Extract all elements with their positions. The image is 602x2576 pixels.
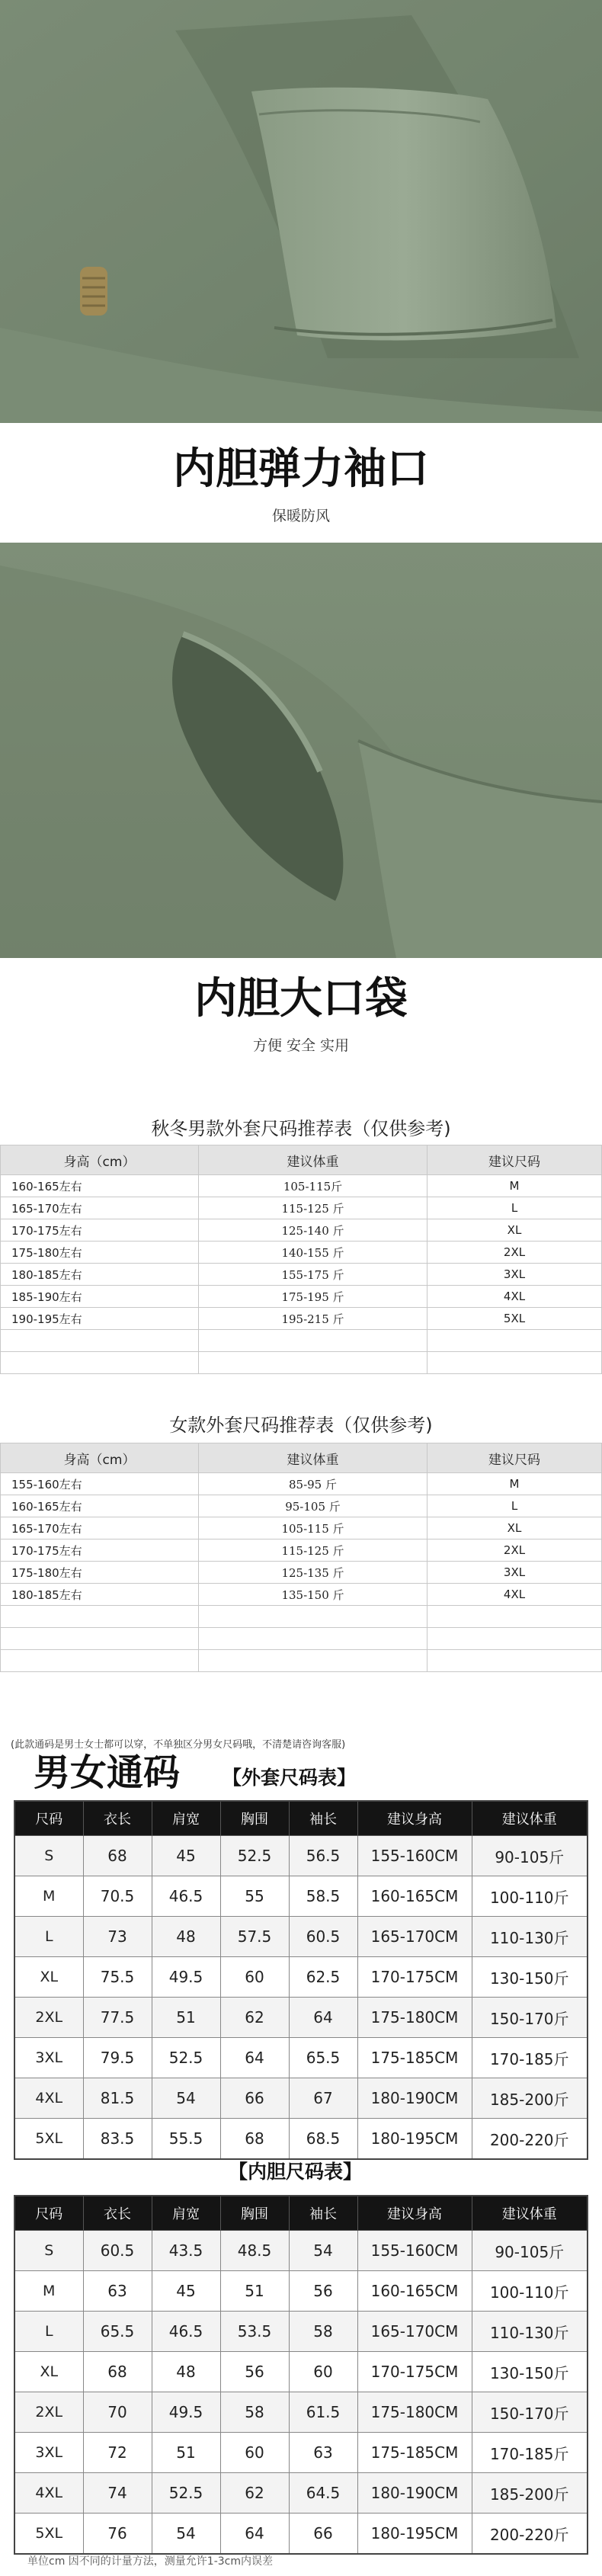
cuff-subtitle: 保暖防风 xyxy=(271,508,330,524)
weight-cell: 110-130斤 xyxy=(472,1917,588,1957)
size-cell: 3XL xyxy=(427,1562,602,1584)
weight-cell: 100-110斤 xyxy=(472,2271,588,2312)
chest-cell: 52.5 xyxy=(220,1836,289,1876)
pocket-title: 内胆大口袋 xyxy=(194,974,408,1024)
inner-size-table xyxy=(14,2195,588,2555)
size-cell: 3XL xyxy=(14,2433,83,2473)
men-table-title: 秋冬男款外套尺码推荐表（仅供参考) xyxy=(151,1118,451,1139)
outer-size-table xyxy=(14,1800,588,2160)
weight-cell: 195-215 斤 xyxy=(199,1308,427,1330)
shoulder-cell: 55.5 xyxy=(152,2119,220,2160)
size-cell: 2XL xyxy=(14,1998,83,2038)
weight-cell: 185-200斤 xyxy=(472,2078,588,2119)
table-row xyxy=(14,2392,588,2433)
height-cell: 185-190左右 xyxy=(1,1286,199,1308)
chest-cell: 55 xyxy=(220,1876,289,1917)
shoulder-cell: 51 xyxy=(152,1998,220,2038)
shoulder-cell: 46.5 xyxy=(152,1876,220,1917)
table-row xyxy=(1,1242,602,1264)
chest-cell: 60 xyxy=(220,2433,289,2473)
sleeve-cell: 58.5 xyxy=(289,1876,357,1917)
weight-cell: 105-115斤 xyxy=(199,1175,427,1197)
size-cell: 5XL xyxy=(427,1308,602,1330)
table-row xyxy=(1,1352,602,1374)
height-cell: 175-180CM xyxy=(357,1998,472,2038)
height-cell: 180-185左右 xyxy=(1,1264,199,1286)
weight-cell: 130-150斤 xyxy=(472,1957,588,1998)
pocket-subtitle: 方便 安全 实用 xyxy=(252,1037,350,1054)
chest-cell: 58 xyxy=(220,2392,289,2433)
men-size-table xyxy=(0,1145,602,1374)
outer-size-label: 【外套尺码表】 xyxy=(223,1767,357,1789)
size-cell: 3XL xyxy=(427,1264,602,1286)
table-row xyxy=(1,1473,602,1495)
cuff-illustration xyxy=(0,0,602,423)
table-row xyxy=(14,2271,588,2312)
sleeve-cell: 65.5 xyxy=(289,2038,357,2078)
height-cell: 160-165CM xyxy=(357,2271,472,2312)
height-cell: 175-180左右 xyxy=(1,1562,199,1584)
height-cell: 175-185CM xyxy=(357,2433,472,2473)
size-cell: 4XL xyxy=(427,1584,602,1606)
sleeve-cell: 54 xyxy=(289,2231,357,2271)
weight-cell: 105-115 斤 xyxy=(199,1517,427,1540)
weight-cell: 170-185斤 xyxy=(472,2433,588,2473)
cuff-title: 内胆弹力袖口 xyxy=(173,444,429,494)
length-cell: 65.5 xyxy=(83,2312,152,2352)
sleeve-cell: 60 xyxy=(289,2352,357,2392)
size-cell: 2XL xyxy=(427,1242,602,1264)
pocket-illustration xyxy=(0,543,602,958)
length-cell: 83.5 xyxy=(83,2119,152,2160)
size-cell: 2XL xyxy=(427,1540,602,1562)
length-cell: 76 xyxy=(83,2514,152,2555)
weight-cell: 150-170斤 xyxy=(472,2392,588,2433)
length-cell: 77.5 xyxy=(83,1998,152,2038)
height-cell xyxy=(1,1352,199,1374)
header-height: 身高（cm） xyxy=(1,1443,199,1473)
height-cell xyxy=(1,1606,199,1628)
cuff-photo xyxy=(0,0,602,423)
height-cell: 160-165左右 xyxy=(1,1175,199,1197)
size-cell: M xyxy=(14,1876,83,1917)
weight-cell: 175-195 斤 xyxy=(199,1286,427,1308)
table-row xyxy=(1,1650,602,1672)
shoulder-cell: 48 xyxy=(152,1917,220,1957)
chest-cell: 64 xyxy=(220,2038,289,2078)
length-cell: 75.5 xyxy=(83,1957,152,1998)
weight-cell: 90-105斤 xyxy=(472,1836,588,1876)
chest-cell: 60 xyxy=(220,1957,289,1998)
height-cell: 165-170CM xyxy=(357,2312,472,2352)
header-height: 身高（cm） xyxy=(1,1145,199,1175)
height-cell: 155-160左右 xyxy=(1,1473,199,1495)
chest-cell: 62 xyxy=(220,2473,289,2514)
drawcord-toggle-icon xyxy=(80,267,107,316)
sleeve-cell: 67 xyxy=(289,2078,357,2119)
shoulder-cell: 48 xyxy=(152,2352,220,2392)
table-row xyxy=(1,1606,602,1628)
header-sleeve: 袖长 xyxy=(289,1801,357,1836)
size-cell: L xyxy=(14,2312,83,2352)
table-row xyxy=(14,2433,588,2473)
height-cell: 155-160CM xyxy=(357,1836,472,1876)
chest-cell: 56 xyxy=(220,2352,289,2392)
shoulder-cell: 45 xyxy=(152,2271,220,2312)
length-cell: 68 xyxy=(83,1836,152,1876)
chest-cell: 51 xyxy=(220,2271,289,2312)
table-row xyxy=(14,1836,588,1876)
table-row xyxy=(1,1584,602,1606)
size-cell: 2XL xyxy=(14,2392,83,2433)
table-row xyxy=(14,2119,588,2160)
table-row xyxy=(14,1917,588,1957)
length-cell: 81.5 xyxy=(83,2078,152,2119)
shoulder-cell: 46.5 xyxy=(152,2312,220,2352)
size-cell: 4XL xyxy=(427,1286,602,1308)
shoulder-cell: 52.5 xyxy=(152,2473,220,2514)
size-cell: 3XL xyxy=(14,2038,83,2078)
weight-cell: 110-130斤 xyxy=(472,2312,588,2352)
height-cell: 175-185CM xyxy=(357,2038,472,2078)
sleeve-cell: 64 xyxy=(289,1998,357,2038)
height-cell: 175-180左右 xyxy=(1,1242,199,1264)
size-cell: M xyxy=(14,2271,83,2312)
size-cell: L xyxy=(427,1495,602,1517)
shoulder-cell: 49.5 xyxy=(152,1957,220,1998)
height-cell: 190-195左右 xyxy=(1,1308,199,1330)
header-shoulder: 肩宽 xyxy=(152,2196,220,2231)
size-cell: M xyxy=(427,1473,602,1495)
table-header-row xyxy=(1,1145,602,1175)
table-row xyxy=(1,1562,602,1584)
length-cell: 70 xyxy=(83,2392,152,2433)
height-cell: 180-195CM xyxy=(357,2514,472,2555)
table-header-row xyxy=(14,2196,588,2231)
table-row xyxy=(1,1628,602,1650)
table-row xyxy=(1,1175,602,1197)
size-cell: 4XL xyxy=(14,2078,83,2119)
sleeve-cell: 66 xyxy=(289,2514,357,2555)
chest-cell: 57.5 xyxy=(220,1917,289,1957)
table-row xyxy=(1,1540,602,1562)
height-cell: 165-170左右 xyxy=(1,1517,199,1540)
table-row xyxy=(1,1286,602,1308)
weight-cell: 90-105斤 xyxy=(472,2231,588,2271)
weight-cell: 115-125 斤 xyxy=(199,1197,427,1219)
table-row xyxy=(14,1876,588,1917)
weight-cell: 150-170斤 xyxy=(472,1998,588,2038)
sleeve-cell: 56.5 xyxy=(289,1836,357,1876)
chest-cell: 62 xyxy=(220,1998,289,2038)
height-cell: 180-190CM xyxy=(357,2473,472,2514)
sleeve-cell: 62.5 xyxy=(289,1957,357,1998)
table-row xyxy=(14,2514,588,2555)
sleeve-cell: 60.5 xyxy=(289,1917,357,1957)
height-cell: 165-170左右 xyxy=(1,1197,199,1219)
weight-cell xyxy=(199,1352,427,1374)
measurement-footnote: 单位cm 因不同的计量方法，测量允许1-3cm内误差 xyxy=(27,2555,273,2568)
height-cell: 180-185左右 xyxy=(1,1584,199,1606)
table-row xyxy=(14,2473,588,2514)
header-size: 建议尺码 xyxy=(427,1443,602,1473)
length-cell: 60.5 xyxy=(83,2231,152,2271)
weight-cell: 130-150斤 xyxy=(472,2352,588,2392)
header-weight: 建议体重 xyxy=(472,1801,588,1836)
shoulder-cell: 54 xyxy=(152,2514,220,2555)
weight-cell: 115-125 斤 xyxy=(199,1540,427,1562)
unisex-title: 男女通码 xyxy=(34,1751,181,1794)
header-size: 尺码 xyxy=(14,2196,83,2231)
height-cell xyxy=(1,1330,199,1352)
size-cell xyxy=(427,1628,602,1650)
table-header-row xyxy=(1,1443,602,1473)
size-cell xyxy=(427,1606,602,1628)
sleeve-cell: 58 xyxy=(289,2312,357,2352)
sleeve-cell: 68.5 xyxy=(289,2119,357,2160)
weight-cell: 125-140 斤 xyxy=(199,1219,427,1242)
weight-cell xyxy=(199,1650,427,1672)
table-row xyxy=(1,1264,602,1286)
header-height: 建议身高 xyxy=(357,2196,472,2231)
shoulder-cell: 54 xyxy=(152,2078,220,2119)
table-row xyxy=(1,1308,602,1330)
weight-cell: 85-95 斤 xyxy=(199,1473,427,1495)
header-sleeve: 袖长 xyxy=(289,2196,357,2231)
weight-cell xyxy=(199,1628,427,1650)
table-header-row xyxy=(14,1801,588,1836)
table-row xyxy=(14,2038,588,2078)
table-row xyxy=(1,1219,602,1242)
chest-cell: 68 xyxy=(220,2119,289,2160)
table-row xyxy=(14,2231,588,2271)
chest-cell: 64 xyxy=(220,2514,289,2555)
size-cell: 4XL xyxy=(14,2473,83,2514)
length-cell: 73 xyxy=(83,1917,152,1957)
header-size: 建议尺码 xyxy=(427,1145,602,1175)
shoulder-cell: 49.5 xyxy=(152,2392,220,2433)
header-length: 衣长 xyxy=(83,2196,152,2231)
table-row xyxy=(14,1998,588,2038)
sleeve-cell: 56 xyxy=(289,2271,357,2312)
height-cell: 155-160CM xyxy=(357,2231,472,2271)
table-row xyxy=(1,1197,602,1219)
size-cell: XL xyxy=(427,1517,602,1540)
shoulder-cell: 45 xyxy=(152,1836,220,1876)
height-cell: 160-165CM xyxy=(357,1876,472,1917)
size-cell: S xyxy=(14,2231,83,2271)
table-row xyxy=(14,2312,588,2352)
weight-cell: 100-110斤 xyxy=(472,1876,588,1917)
length-cell: 74 xyxy=(83,2473,152,2514)
size-cell: XL xyxy=(427,1219,602,1242)
header-chest: 胸围 xyxy=(220,2196,289,2231)
header-shoulder: 肩宽 xyxy=(152,1801,220,1836)
table-row xyxy=(14,2352,588,2392)
table-row xyxy=(14,2078,588,2119)
weight-cell: 125-135 斤 xyxy=(199,1562,427,1584)
size-cell: 5XL xyxy=(14,2119,83,2160)
height-cell: 180-195CM xyxy=(357,2119,472,2160)
table-row xyxy=(1,1517,602,1540)
shoulder-cell: 43.5 xyxy=(152,2231,220,2271)
weight-cell: 95-105 斤 xyxy=(199,1495,427,1517)
header-height: 建议身高 xyxy=(357,1801,472,1836)
shoulder-cell: 51 xyxy=(152,2433,220,2473)
women-table-title: 女款外套尺码推荐表（仅供参考) xyxy=(169,1415,433,1436)
length-cell: 63 xyxy=(83,2271,152,2312)
height-cell xyxy=(1,1650,199,1672)
weight-cell: 140-155 斤 xyxy=(199,1242,427,1264)
header-chest: 胸围 xyxy=(220,1801,289,1836)
header-length: 衣长 xyxy=(83,1801,152,1836)
length-cell: 70.5 xyxy=(83,1876,152,1917)
height-cell: 170-175CM xyxy=(357,2352,472,2392)
size-cell: L xyxy=(427,1197,602,1219)
height-cell: 170-175CM xyxy=(357,1957,472,1998)
women-size-table xyxy=(0,1443,602,1672)
height-cell: 180-190CM xyxy=(357,2078,472,2119)
weight-cell: 200-220斤 xyxy=(472,2514,588,2555)
unisex-note: (此款通码是男士女士都可以穿，不单独区分男女尺码哦，不清楚请咨询客服) xyxy=(11,1739,346,1751)
size-cell: M xyxy=(427,1175,602,1197)
height-cell: 170-175左右 xyxy=(1,1219,199,1242)
size-cell xyxy=(427,1352,602,1374)
length-cell: 79.5 xyxy=(83,2038,152,2078)
weight-cell: 155-175 斤 xyxy=(199,1264,427,1286)
pocket-photo xyxy=(0,543,602,958)
size-cell: L xyxy=(14,1917,83,1957)
height-cell: 165-170CM xyxy=(357,1917,472,1957)
chest-cell: 48.5 xyxy=(220,2231,289,2271)
length-cell: 72 xyxy=(83,2433,152,2473)
chest-cell: 66 xyxy=(220,2078,289,2119)
header-size: 尺码 xyxy=(14,1801,83,1836)
weight-cell: 185-200斤 xyxy=(472,2473,588,2514)
table-row xyxy=(14,1957,588,1998)
height-cell: 160-165左右 xyxy=(1,1495,199,1517)
chest-cell: 53.5 xyxy=(220,2312,289,2352)
table-row xyxy=(1,1330,602,1352)
size-cell: 5XL xyxy=(14,2514,83,2555)
size-cell: XL xyxy=(14,1957,83,1998)
size-cell xyxy=(427,1650,602,1672)
height-cell: 170-175左右 xyxy=(1,1540,199,1562)
size-cell: XL xyxy=(14,2352,83,2392)
table-row xyxy=(1,1495,602,1517)
weight-cell xyxy=(199,1330,427,1352)
shoulder-cell: 52.5 xyxy=(152,2038,220,2078)
header-weight: 建议体重 xyxy=(472,2196,588,2231)
length-cell: 68 xyxy=(83,2352,152,2392)
inner-size-label: 【内胆尺码表】 xyxy=(229,2161,363,2183)
height-cell: 175-180CM xyxy=(357,2392,472,2433)
weight-cell: 200-220斤 xyxy=(472,2119,588,2160)
weight-cell xyxy=(199,1606,427,1628)
sleeve-cell: 61.5 xyxy=(289,2392,357,2433)
sleeve-cell: 64.5 xyxy=(289,2473,357,2514)
weight-cell: 170-185斤 xyxy=(472,2038,588,2078)
size-cell xyxy=(427,1330,602,1352)
header-weight: 建议体重 xyxy=(199,1443,427,1473)
size-cell: S xyxy=(14,1836,83,1876)
height-cell xyxy=(1,1628,199,1650)
weight-cell: 135-150 斤 xyxy=(199,1584,427,1606)
header-weight: 建议体重 xyxy=(199,1145,427,1175)
sleeve-cell: 63 xyxy=(289,2433,357,2473)
